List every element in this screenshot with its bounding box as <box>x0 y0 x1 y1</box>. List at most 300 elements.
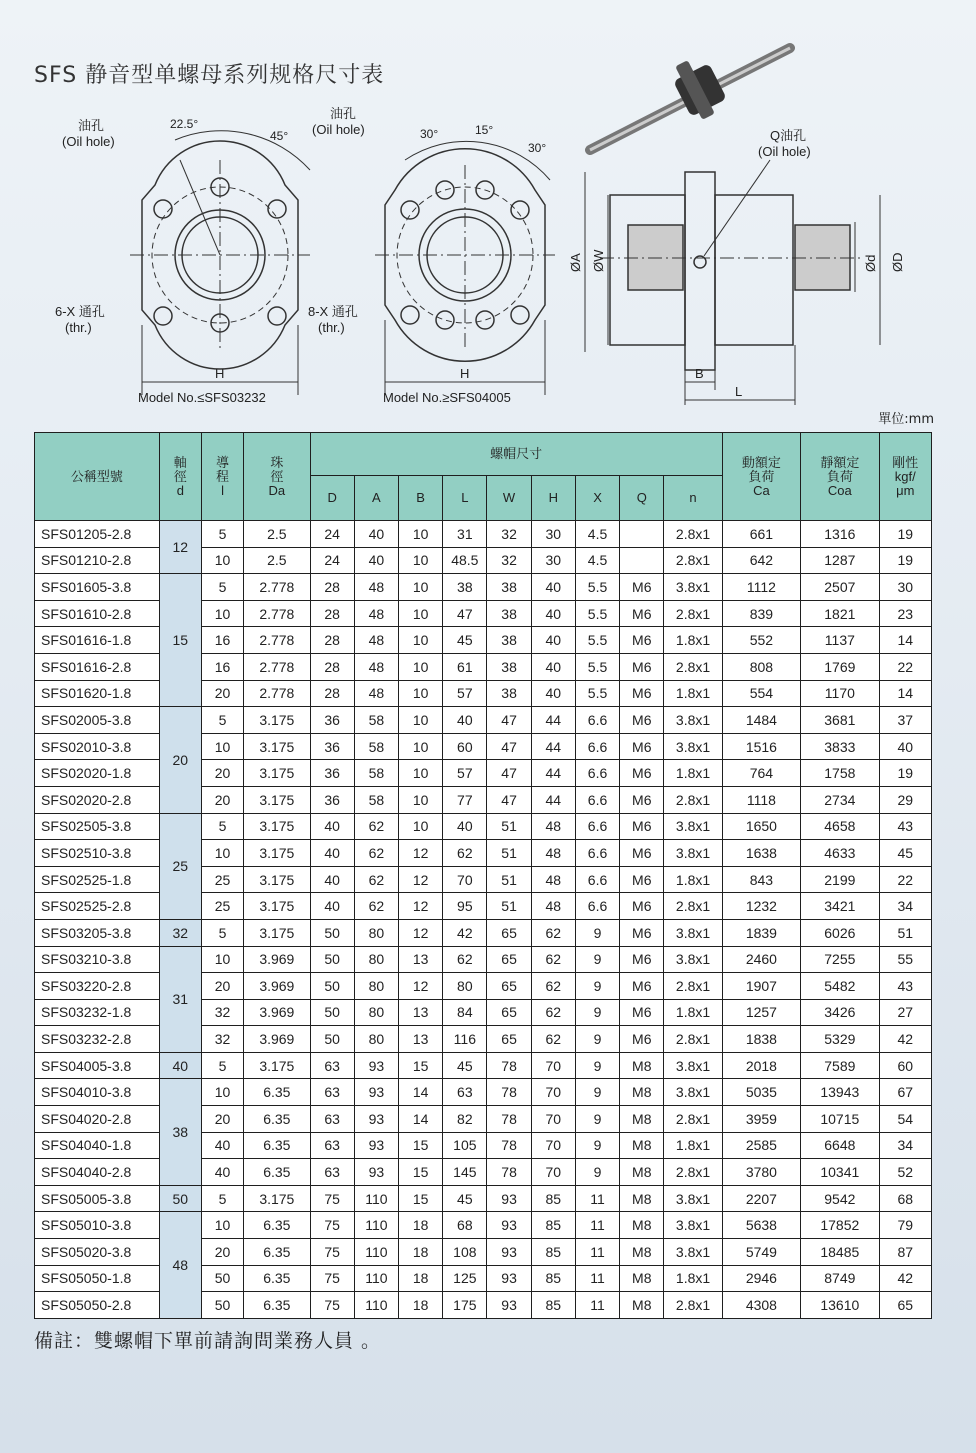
table-cell: SFS04005-3.8 <box>35 1052 160 1079</box>
table-cell: 6.35 <box>244 1079 310 1106</box>
ballscrew-picture <box>590 48 790 150</box>
table-cell: 85 <box>531 1185 575 1212</box>
table-cell: 47 <box>487 786 531 813</box>
table-cell: 3.175 <box>244 760 310 787</box>
table-cell: 45 <box>443 627 487 654</box>
table-cell: 32 <box>487 547 531 574</box>
table-cell: 4633 <box>801 840 879 867</box>
table-cell: 2.778 <box>244 574 310 601</box>
table-cell: 1.8x1 <box>664 760 722 787</box>
table-cell: 5.5 <box>575 574 619 601</box>
table-cell: 23 <box>879 600 931 627</box>
table-cell: 82 <box>443 1106 487 1133</box>
table-cell: 4658 <box>801 813 879 840</box>
table-cell: SFS01610-2.8 <box>35 600 160 627</box>
table-cell: 2946 <box>722 1265 800 1292</box>
table-cell: 24 <box>310 521 354 548</box>
table-cell: 47 <box>443 600 487 627</box>
table-cell: 18 <box>398 1239 442 1266</box>
table-cell: 1769 <box>801 653 879 680</box>
table-cell: 3.175 <box>244 733 310 760</box>
table-cell: 1.8x1 <box>664 1132 722 1159</box>
table-cell: SFS04040-1.8 <box>35 1132 160 1159</box>
table-cell: 43 <box>879 973 931 1000</box>
table-cell: 20 <box>201 760 243 787</box>
table-cell: 1638 <box>722 840 800 867</box>
table-cell: 10 <box>201 946 243 973</box>
table-cell: 3.8x1 <box>664 1052 722 1079</box>
table-cell: 42 <box>443 919 487 946</box>
flange-drawing-right <box>375 141 555 395</box>
angle-label: 22.5° <box>170 117 199 131</box>
table-cell: 62 <box>531 973 575 1000</box>
table-cell: 2.5 <box>244 521 310 548</box>
table-cell: 12 <box>398 893 442 920</box>
table-cell: 62 <box>443 840 487 867</box>
table-cell: 1.8x1 <box>664 627 722 654</box>
table-cell: 20 <box>159 707 201 813</box>
table-cell: 17852 <box>801 1212 879 1239</box>
table-cell: 6.35 <box>244 1132 310 1159</box>
table-cell: 75 <box>310 1212 354 1239</box>
table-cell: 62 <box>354 813 398 840</box>
table-cell: 44 <box>531 786 575 813</box>
table-cell: 10 <box>398 627 442 654</box>
table-cell: 3.175 <box>244 786 310 813</box>
table-cell: 3.8x1 <box>664 1079 722 1106</box>
table-cell: 6.35 <box>244 1239 310 1266</box>
header-nut-col: H <box>531 476 575 521</box>
table-cell: 47 <box>487 760 531 787</box>
table-cell: 2.8x1 <box>664 973 722 1000</box>
table-cell: 65 <box>879 1292 931 1319</box>
table-cell: 9 <box>575 1159 619 1186</box>
table-cell: 2.8x1 <box>664 521 722 548</box>
table-cell: 1.8x1 <box>664 680 722 707</box>
table-cell: 80 <box>354 1026 398 1053</box>
table-cell: 44 <box>531 707 575 734</box>
table-cell: 3.969 <box>244 999 310 1026</box>
table-cell: 6.35 <box>244 1292 310 1319</box>
model-label-left: Model No.≤SFS03232 <box>138 390 266 405</box>
table-cell: 61 <box>443 653 487 680</box>
table-cell: 28 <box>310 653 354 680</box>
table-cell: 5.5 <box>575 653 619 680</box>
table-cell: 12 <box>398 840 442 867</box>
table-cell: 40 <box>443 813 487 840</box>
table-cell: 65 <box>487 919 531 946</box>
table-cell: 2.5 <box>244 547 310 574</box>
dim-h-label: H <box>215 366 225 381</box>
table-cell: M6 <box>620 680 664 707</box>
table-cell: 5749 <box>722 1239 800 1266</box>
table-cell: 31 <box>159 946 201 1052</box>
table-cell: 3.8x1 <box>664 919 722 946</box>
table-cell: 1839 <box>722 919 800 946</box>
table-cell: 2.8x1 <box>664 1106 722 1133</box>
q-oil-hole-label-cn: Q油孔 <box>770 128 807 143</box>
table-cell: 5.5 <box>575 600 619 627</box>
table-cell: 48 <box>354 600 398 627</box>
table-cell: 93 <box>354 1106 398 1133</box>
table-cell: 25 <box>201 893 243 920</box>
table-cell: 110 <box>354 1292 398 1319</box>
table-row <box>35 1212 932 1239</box>
table-cell: 60 <box>443 733 487 760</box>
table-cell: 6.6 <box>575 786 619 813</box>
table-cell: 78 <box>487 1132 531 1159</box>
table-cell: 93 <box>354 1079 398 1106</box>
table-cell: 40 <box>201 1159 243 1186</box>
table-cell: 48 <box>354 627 398 654</box>
table-cell: 70 <box>531 1106 575 1133</box>
table-cell: 105 <box>443 1132 487 1159</box>
table-cell: 3681 <box>801 707 879 734</box>
table-cell: 10 <box>201 1079 243 1106</box>
header-rigidity: 剛性 kgf/ μm <box>879 433 931 521</box>
table-cell: M8 <box>620 1239 664 1266</box>
dim-a-label: ØA <box>568 253 583 272</box>
table-row <box>35 946 932 973</box>
table-cell: 10 <box>201 733 243 760</box>
table-cell: 25 <box>201 866 243 893</box>
table-cell: 10 <box>201 547 243 574</box>
table-cell: 5 <box>201 707 243 734</box>
table-cell: 6.6 <box>575 813 619 840</box>
holes-label-cn: 6-X 通孔 <box>55 304 105 319</box>
table-cell: 3833 <box>801 733 879 760</box>
table-cell: 67 <box>879 1079 931 1106</box>
header-nut-col: W <box>487 476 531 521</box>
table-cell: 2.8x1 <box>664 600 722 627</box>
table-cell: 50 <box>310 946 354 973</box>
table-cell: 11 <box>575 1212 619 1239</box>
table-cell: 87 <box>879 1239 931 1266</box>
table-cell: 50 <box>201 1265 243 1292</box>
table-cell: 2.778 <box>244 627 310 654</box>
table-cell: 16 <box>201 627 243 654</box>
table-cell: 5638 <box>722 1212 800 1239</box>
table-cell: 40 <box>354 547 398 574</box>
table-cell: 3.175 <box>244 707 310 734</box>
table-cell: 1838 <box>722 1026 800 1053</box>
table-cell: M8 <box>620 1265 664 1292</box>
table-cell: 40 <box>310 813 354 840</box>
holes-label-en: (thr.) <box>65 320 92 335</box>
table-cell: SFS03232-1.8 <box>35 999 160 1026</box>
table-cell: 642 <box>722 547 800 574</box>
table-cell: M6 <box>620 733 664 760</box>
table-cell: 1287 <box>801 547 879 574</box>
header-nut-col: L <box>443 476 487 521</box>
table-cell: M8 <box>620 1052 664 1079</box>
table-cell: 1257 <box>722 999 800 1026</box>
table-cell: SFS03220-2.8 <box>35 973 160 1000</box>
header-nut-dims: 螺帽尺寸 <box>310 433 722 476</box>
table-cell: SFS02525-1.8 <box>35 866 160 893</box>
table-cell: 13943 <box>801 1079 879 1106</box>
table-cell: 1758 <box>801 760 879 787</box>
table-cell: 34 <box>879 1132 931 1159</box>
table-cell: 80 <box>354 999 398 1026</box>
table-cell: M8 <box>620 1079 664 1106</box>
table-cell: 65 <box>487 946 531 973</box>
table-cell: 10 <box>398 600 442 627</box>
table-cell: 2199 <box>801 866 879 893</box>
oil-hole-label-en: (Oil hole) <box>62 134 115 149</box>
table-cell: 9 <box>575 919 619 946</box>
table-cell: 1821 <box>801 600 879 627</box>
table-cell: 554 <box>722 680 800 707</box>
table-cell: 7589 <box>801 1052 879 1079</box>
table-cell: 2.8x1 <box>664 547 722 574</box>
table-cell: 51 <box>487 813 531 840</box>
table-cell: 3.175 <box>244 893 310 920</box>
table-cell: 6.35 <box>244 1106 310 1133</box>
table-cell: 10 <box>398 733 442 760</box>
table-cell: 52 <box>879 1159 931 1186</box>
table-cell: 6.35 <box>244 1159 310 1186</box>
table-cell: 9 <box>575 1079 619 1106</box>
table-cell: 63 <box>310 1159 354 1186</box>
table-cell: 2.778 <box>244 680 310 707</box>
table-cell: 10 <box>398 813 442 840</box>
table-cell: 12 <box>159 521 201 574</box>
table-cell: 37 <box>879 707 931 734</box>
table-cell: M6 <box>620 813 664 840</box>
header-static-load: 靜額定 負荷 Coa <box>801 433 879 521</box>
table-cell: 3.969 <box>244 973 310 1000</box>
table-cell: 77 <box>443 786 487 813</box>
table-cell: 10 <box>398 574 442 601</box>
table-cell: 62 <box>531 946 575 973</box>
table-cell: 14 <box>879 627 931 654</box>
table-cell: 48 <box>531 866 575 893</box>
table-cell: 58 <box>354 786 398 813</box>
table-cell: 6.35 <box>244 1265 310 1292</box>
table-cell: 10 <box>398 547 442 574</box>
table-cell: 3.969 <box>244 946 310 973</box>
table-cell: 40 <box>310 840 354 867</box>
table-cell: 63 <box>310 1106 354 1133</box>
table-cell: 22 <box>879 866 931 893</box>
table-cell: 50 <box>159 1185 201 1212</box>
header-nut-col: n <box>664 476 722 521</box>
table-cell: 58 <box>354 707 398 734</box>
table-cell: 175 <box>443 1292 487 1319</box>
table-cell: 32 <box>159 919 201 946</box>
table-cell: 40 <box>531 627 575 654</box>
flange-drawing-left <box>130 131 310 395</box>
table-cell: 1.8x1 <box>664 999 722 1026</box>
table-cell: 20 <box>201 1239 243 1266</box>
table-cell: SFS03205-3.8 <box>35 919 160 946</box>
table-cell: 552 <box>722 627 800 654</box>
table-cell: 62 <box>443 946 487 973</box>
table-cell: 27 <box>879 999 931 1026</box>
table-cell: M6 <box>620 840 664 867</box>
table-cell: 93 <box>487 1292 531 1319</box>
table-cell: 5 <box>201 813 243 840</box>
table-cell: 40 <box>531 574 575 601</box>
table-cell: 43 <box>879 813 931 840</box>
table-cell: 6.6 <box>575 733 619 760</box>
table-cell: 110 <box>354 1185 398 1212</box>
table-cell: 3.8x1 <box>664 1212 722 1239</box>
table-cell: 63 <box>310 1079 354 1106</box>
table-cell: 3.175 <box>244 840 310 867</box>
dim-d-label: Ød <box>863 254 878 272</box>
table-cell: 5.5 <box>575 680 619 707</box>
table-cell: 6026 <box>801 919 879 946</box>
table-cell: 19 <box>879 521 931 548</box>
table-cell: 1232 <box>722 893 800 920</box>
table-cell: 44 <box>531 733 575 760</box>
table-cell: 95 <box>443 893 487 920</box>
table-cell: 48 <box>354 574 398 601</box>
header-ball: 珠 徑 Da <box>244 433 310 521</box>
table-cell: 65 <box>487 1026 531 1053</box>
table-cell: SFS02525-2.8 <box>35 893 160 920</box>
table-cell: 38 <box>487 574 531 601</box>
oil-hole-label-cn: 油孔 <box>78 118 105 133</box>
table-cell: 108 <box>443 1239 487 1266</box>
table-cell: 10 <box>398 521 442 548</box>
table-cell: 3.8x1 <box>664 707 722 734</box>
table-cell: 1170 <box>801 680 879 707</box>
table-cell: 6.6 <box>575 760 619 787</box>
table-cell: 9 <box>575 1132 619 1159</box>
table-cell: 50 <box>310 999 354 1026</box>
table-row <box>35 707 932 734</box>
table-cell: M6 <box>620 893 664 920</box>
table-cell: 9 <box>575 973 619 1000</box>
table-cell: 3.175 <box>244 813 310 840</box>
table-cell: 80 <box>354 946 398 973</box>
dim-D-label: ØD <box>890 252 905 272</box>
table-row <box>35 919 932 946</box>
table-cell: 30 <box>531 521 575 548</box>
table-cell: SFS05005-3.8 <box>35 1185 160 1212</box>
table-cell: 6.6 <box>575 707 619 734</box>
table-cell: M6 <box>620 600 664 627</box>
header-nut-col: B <box>398 476 442 521</box>
table-cell: 51 <box>487 893 531 920</box>
table-cell: 13 <box>398 1026 442 1053</box>
table-cell: 31 <box>443 521 487 548</box>
table-cell: 2.8x1 <box>664 1292 722 1319</box>
table-cell: 15 <box>398 1132 442 1159</box>
table-cell: 63 <box>310 1132 354 1159</box>
table-cell: 3.8x1 <box>664 840 722 867</box>
table-cell: 38 <box>487 653 531 680</box>
table-cell: M6 <box>620 707 664 734</box>
table-cell: 70 <box>531 1052 575 1079</box>
table-cell: 1112 <box>722 574 800 601</box>
table-cell: 75 <box>310 1265 354 1292</box>
table-cell: SFS02005-3.8 <box>35 707 160 734</box>
table-cell: 62 <box>354 866 398 893</box>
table-cell: 3.175 <box>244 919 310 946</box>
table-cell: M6 <box>620 999 664 1026</box>
table-cell: 70 <box>531 1079 575 1106</box>
table-cell: 40 <box>443 707 487 734</box>
table-cell: 40 <box>310 893 354 920</box>
angle-label: 15° <box>475 123 494 137</box>
table-cell: 40 <box>159 1052 201 1079</box>
table-cell: M8 <box>620 1132 664 1159</box>
table-cell: 47 <box>487 707 531 734</box>
table-cell: 5482 <box>801 973 879 1000</box>
table-cell: 36 <box>310 760 354 787</box>
angle-label: 30° <box>420 127 439 141</box>
dim-h-label: H <box>460 366 470 381</box>
table-cell: 70 <box>531 1159 575 1186</box>
table-cell: 2507 <box>801 574 879 601</box>
table-cell: M6 <box>620 760 664 787</box>
table-cell: M8 <box>620 1212 664 1239</box>
table-cell: 18 <box>398 1292 442 1319</box>
table-cell: 3421 <box>801 893 879 920</box>
table-cell: 1118 <box>722 786 800 813</box>
table-cell: 51 <box>487 866 531 893</box>
table-cell: 110 <box>354 1212 398 1239</box>
table-cell: M8 <box>620 1292 664 1319</box>
table-cell: 11 <box>575 1292 619 1319</box>
table-cell: M6 <box>620 919 664 946</box>
footer-note: 備註：雙螺帽下單前請詢問業務人員 。 <box>34 1330 382 1352</box>
header-nut-col: A <box>354 476 398 521</box>
table-cell: 10 <box>201 1212 243 1239</box>
table-cell: 50 <box>310 1026 354 1053</box>
table-cell: 3.969 <box>244 1026 310 1053</box>
table-cell: 10 <box>201 600 243 627</box>
table-cell: 80 <box>354 919 398 946</box>
table-cell: SFS01616-2.8 <box>35 653 160 680</box>
table-cell: 63 <box>310 1052 354 1079</box>
table-cell: 9 <box>575 946 619 973</box>
table-cell: 38 <box>487 680 531 707</box>
table-cell: 48 <box>531 893 575 920</box>
table-cell: 3426 <box>801 999 879 1026</box>
table-cell: 2734 <box>801 786 879 813</box>
table-cell: 5 <box>201 574 243 601</box>
table-cell: 78 <box>487 1106 531 1133</box>
table-cell: 24 <box>310 547 354 574</box>
table-row <box>35 1185 932 1212</box>
table-cell: 3.8x1 <box>664 574 722 601</box>
table-cell: M6 <box>620 946 664 973</box>
table-cell: 40 <box>531 680 575 707</box>
table-cell: 78 <box>487 1159 531 1186</box>
table-cell: SFS01620-1.8 <box>35 680 160 707</box>
table-cell: 10 <box>201 840 243 867</box>
table-cell: 13610 <box>801 1292 879 1319</box>
table-cell: 22 <box>879 653 931 680</box>
table-cell: SFS01605-3.8 <box>35 574 160 601</box>
table-cell: 68 <box>443 1212 487 1239</box>
table-cell: 44 <box>531 760 575 787</box>
table-cell: 93 <box>354 1052 398 1079</box>
table-cell: 80 <box>443 973 487 1000</box>
table-cell: 3.175 <box>244 1185 310 1212</box>
table-cell: 1516 <box>722 733 800 760</box>
table-cell: 62 <box>531 1026 575 1053</box>
table-cell: 34 <box>879 893 931 920</box>
table-cell: 20 <box>201 786 243 813</box>
header-nut-col: D <box>310 476 354 521</box>
header-model: 公稱型號 <box>35 433 160 521</box>
